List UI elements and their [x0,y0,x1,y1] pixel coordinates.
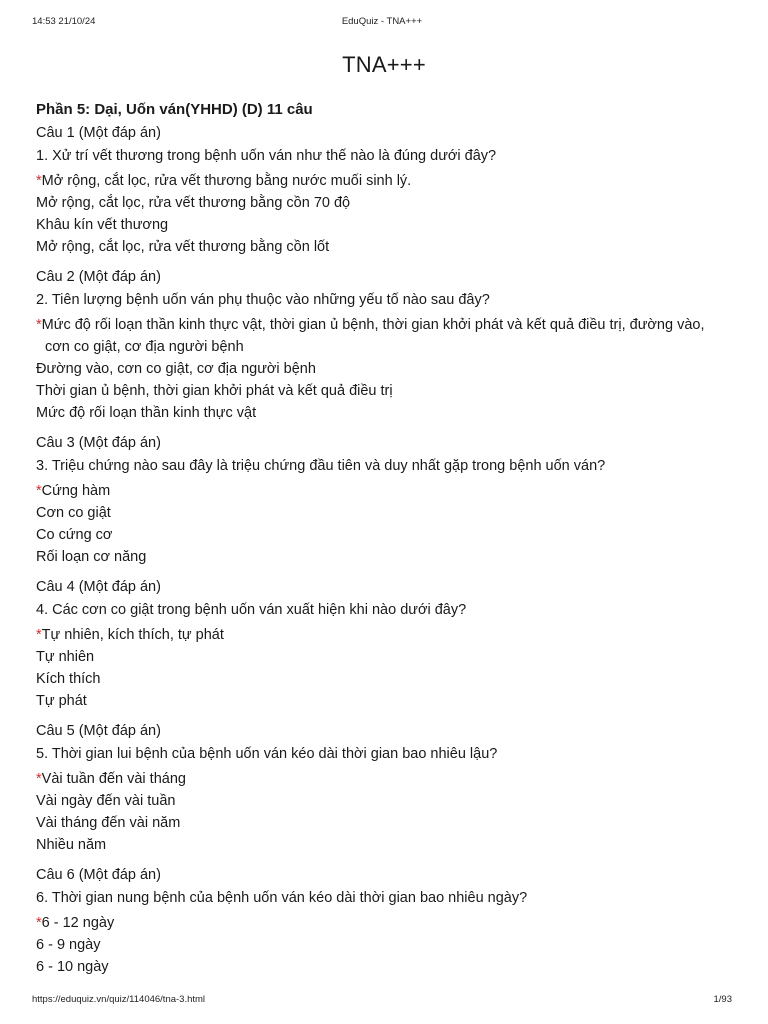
correct-marker: * [36,173,42,189]
answer-option-correct [36,314,728,358]
answer-option: 6 - 10 ngày [36,959,109,975]
answer-option: Vài ngày đến vài tuần [36,793,176,809]
question-2 [36,267,728,424]
answer-options [36,314,728,424]
answer-options [36,170,728,258]
question-text: 2. Tiên lượng bệnh uốn ván phụ thuộc vào những yếu tố nào sau đây? [36,292,490,308]
answer-option: Vài tháng đến vài năm [36,815,181,831]
answer-option: Thời gian ủ bệnh, thời gian khởi phát và kết quả điều trị [36,383,393,399]
print-footer [32,994,732,1008]
answer-option-correct [36,480,728,502]
correct-marker: * [36,483,42,499]
answer-text: Mức độ rối loạn thần kinh thực vật, thời gian ủ bệnh, thời gian khởi phát và kết quả điều trị, đường vào, cơn co giật, cơ địa người bệnh [41,317,705,355]
question-1 [36,123,728,258]
print-datetime: 14:53 21/10/24 [32,16,96,27]
print-header [32,16,732,30]
correct-marker: * [36,771,42,787]
answer-options [36,912,728,978]
question-type: Câu 4 (Một đáp án) [36,579,161,595]
answer-option: Mở rộng, cắt lọc, rửa vết thương bằng cồn lốt [36,239,330,255]
correct-marker: * [36,915,42,931]
answer-option: Rối loạn cơ năng [36,549,147,565]
answer-option: Tự nhiên [36,649,95,665]
question-text: 6. Thời gian nung bệnh của bệnh uốn ván kéo dài thời gian bao nhiêu ngày? [36,890,528,906]
answer-option: Khâu kín vết thương [36,217,169,233]
section-title: Phần 5: Dại, Uốn ván(YHHD) (D) 11 câu [36,101,313,118]
answer-options [36,624,728,712]
answer-option: Tự phát [36,693,87,709]
print-url: https://eduquiz.vn/quiz/114046/tna-3.html [32,994,206,1005]
answer-option: Nhiều năm [36,837,107,853]
answer-option-correct [36,768,728,790]
answer-option: Cơn co giật [36,505,111,521]
quiz-content [36,100,728,987]
print-window-title: EduQuiz - TNA+++ [341,16,423,27]
print-page-number: 1/93 [713,994,732,1005]
answer-option: Kích thích [36,671,101,687]
answer-text: Cứng hàm [41,483,111,499]
answer-options [36,480,728,568]
question-3 [36,433,728,568]
question-text: 5. Thời gian lui bệnh của bệnh uốn ván kéo dài thời gian bao nhiêu lậu? [36,746,498,762]
answer-option-correct [36,170,728,192]
answer-option-correct [36,624,728,646]
answer-option: Mức độ rối loạn thần kinh thực vật [36,405,257,421]
answer-option-correct [36,912,728,934]
page-title: TNA+++ [342,52,426,77]
answer-text: Vài tuần đến vài tháng [41,771,186,787]
question-type: Câu 5 (Một đáp án) [36,723,161,739]
correct-marker: * [36,627,42,643]
answer-option: Mở rộng, cắt lọc, rửa vết thương bằng cồn 70 độ [36,195,351,211]
question-type: Câu 1 (Một đáp án) [36,125,161,141]
question-type: Câu 6 (Một đáp án) [36,867,161,883]
answer-text: Tự nhiên, kích thích, tự phát [41,627,224,643]
answer-text: 6 - 12 ngày [41,915,115,931]
answer-options [36,768,728,856]
answer-text: Mở rộng, cắt lọc, rửa vết thương bằng nước muối sinh lý. [41,173,412,189]
question-4 [36,577,728,712]
question-6 [36,865,728,978]
question-type: Câu 2 (Một đáp án) [36,269,161,285]
answer-option: Co cứng cơ [36,527,113,543]
question-type: Câu 3 (Một đáp án) [36,435,161,451]
answer-option: 6 - 9 ngày [36,937,101,953]
correct-marker: * [36,317,42,333]
question-5 [36,721,728,856]
question-text: 4. Các cơn co giật trong bệnh uốn ván xuất hiện khi nào dưới đây? [36,602,467,618]
question-text: 3. Triệu chứng nào sau đây là triệu chứng đầu tiên và duy nhất gặp trong bệnh uốn ván? [36,458,606,474]
answer-option: Đường vào, cơn co giật, cơ địa người bệnh [36,361,316,377]
question-text: 1. Xử trí vết thương trong bệnh uốn ván như thế nào là đúng dưới đây? [36,148,497,164]
